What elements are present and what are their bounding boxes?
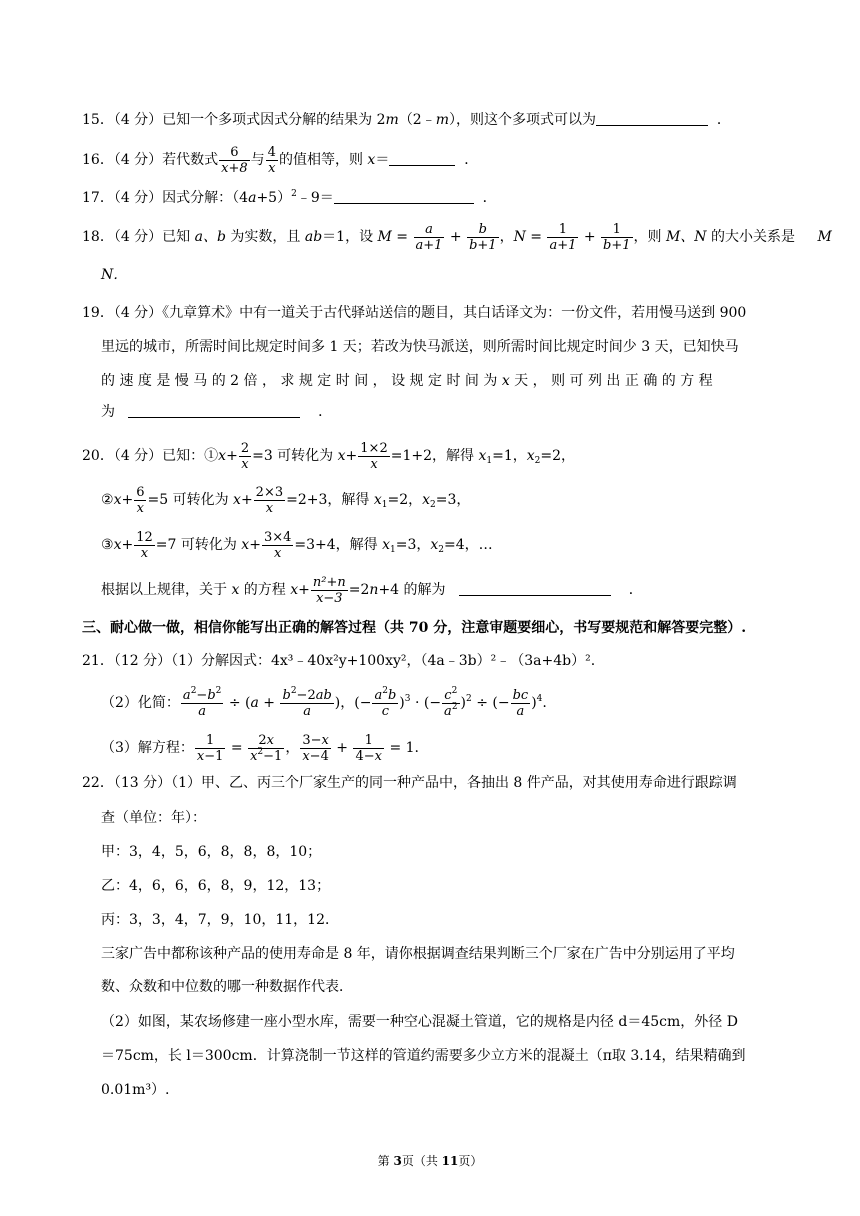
question-22-line10: 0.01m³）. [101, 1082, 170, 1098]
question-22-line6: 三家广告中都称该种产品的使用寿命是 8 年，请你根据调查结果判断三个厂家在广告中分别运用了平均 [101, 946, 735, 962]
question-19-line1: 19．（4 分）《九章算术》中有一道关于古代驿站送信的题目，其白话译文为：一份文件，若用慢马送到 900 [82, 305, 747, 321]
answer-blank-17[interactable] [334, 189, 474, 204]
question-16: 16．（4 分）若代数式 $\frac{6}{x+8}$ 与 $\frac{4}{x}$ 的值相等，则 x＝ ． [82, 144, 479, 176]
question-20-line4: 根据以上规律，关于 x 的方程 x+ $\frac{\text{n²+n}}{x-3}$ =2n+4 的解为 ． [101, 574, 643, 606]
data-row-bing: 丙：3，3，4，7，9，10，11，12． [101, 912, 339, 928]
answer-blank-20[interactable] [459, 581, 611, 596]
question-15: 15．（4 分）已知一个多项式因式分解的结果为 2m（2﹣m），则这个多项式可以为 ． [82, 112, 731, 128]
question-20-line3: ③x+ $\frac{12}{x}$ =7 可转化为 x+ $\frac{3\times 4}{x}$ =3+4，解得 $x_1=3$，$x_2=4$，… [101, 529, 493, 561]
question-22-line7: 数、众数和中位数的哪一种数据作代表． [101, 979, 353, 995]
section-3-heading: 三、耐心做一做，相信你能写出正确的解答过程（共 70 分，注意审题要细心，书写要规范和解答要完整）. [82, 620, 747, 636]
question-19-line2: 里远的城市，所需时间比规定时间多 1 天；若改为快马派送，则所需时间比规定时间少 3 天，已知快马 [101, 339, 739, 355]
answer-blank-15[interactable] [596, 111, 708, 126]
data-row-yi: 乙：4，6，6，6，8，9，12，13； [101, 878, 331, 894]
question-22-line1: 22．（13 分）（1）甲、乙、丙三个厂家生产的同一种产品中，各抽出 8 件产品，对其使用寿命进行跟踪调 [82, 775, 737, 791]
question-19-line3: 的 速 度 是 慢 马 的 2 倍 ， 求 规 定 时 间 ， 设 规 定 时 间 为 x 天 ， 则 可 列 出 正 确 的 方 程 [101, 373, 713, 389]
question-19-line4: 为 ． [101, 404, 333, 420]
question-21-line1: 21．（12 分）（1）分解因式：4x³﹣40x²y+100xy²，（4a﹣3b）²﹣（3a+4b）². [82, 653, 596, 669]
question-18-cont: N． [101, 267, 128, 283]
question-21-line2: （2）化简： $\frac{a^2-b^2}{a}$ ÷ (a + $\frac{b^2-2ab}{a}$ )，(− $\frac{a^2b}{c}$ )$^3$ · (− $\frac{c^2}{a^2}$ )$^2$ ÷ (− $\frac{bc}{a}$ )$^4$. [101, 685, 547, 719]
question-18: 18．（4 分）已知 a、b 为实数，且 ab＝1，设 M = $\frac{a}{a+1}$ + $\frac{b}{b+1}$ ，N = $\frac{1}{a+1}$ + $\frac{1}{b+1}$ ，则 M、N 的大小关系是 M [82, 221, 832, 253]
question-22-line2: 查（单位：年）： [101, 810, 206, 826]
data-row-jia: 甲：3，4，5，6，8，8，8，10； [101, 844, 322, 860]
question-22-line8: （2）如图，某农场修建一座小型水库，需要一种空心混凝土管道，它的规格是内径 d＝45cm，外径 D [101, 1014, 738, 1030]
answer-blank-16[interactable] [389, 151, 455, 166]
question-22-line9: ＝75cm，长 l＝300cm．计算浇制一节这样的管道约需要多少立方米的混凝土（π取 3.14，结果精确到 [101, 1048, 746, 1064]
question-17: 17．（4 分）因式分解：$(4a+5)^2﹣9=$ ． [82, 189, 497, 206]
answer-blank-19[interactable] [128, 403, 300, 418]
page-footer: 第 3页（共 11页） [377, 1154, 483, 1168]
question-20-line1: 20．（4 分）已知：①x+ $\frac{2}{x}$ =3 可转化为 x+ $\frac{1\times 2}{x}$ =1+2，解得 $x_1=1$，$x_2=2$， [82, 440, 576, 472]
question-20-line2: ②x+ $\frac{6}{x}$ =5 可转化为 x+ $\frac{2\times 3}{x}$ =2+3，解得 $x_1=2$，$x_2=3$， [101, 484, 471, 516]
question-21-line3: （3）解方程： $\frac{1}{x-1}$ = $\frac{2x}{x^2-1}$ ， $\frac{3-x}{x-4}$ + $\frac{1}{4-x}$ = 1. [101, 732, 419, 764]
